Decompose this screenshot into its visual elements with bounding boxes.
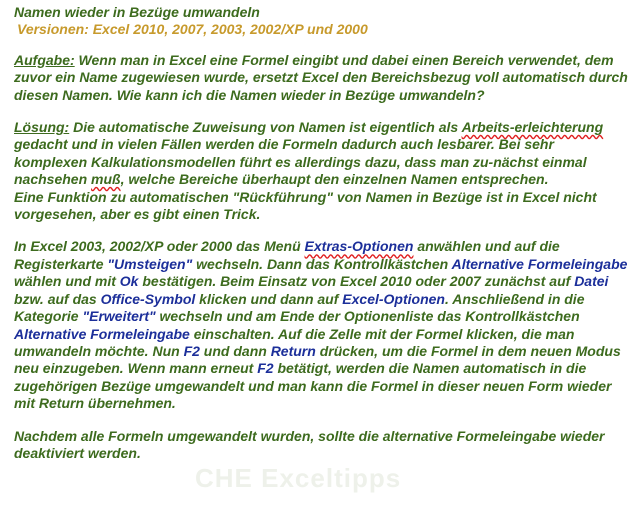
steps-text: und dann xyxy=(199,342,271,359)
loesung-text-1: Die automatische Zuweisung von Namen ist eigentlich als xyxy=(69,119,462,136)
steps-paragraph xyxy=(14,238,629,412)
watermark: CHE Exceltipps xyxy=(195,463,402,493)
steps-text: drücken, um die Formel in dem neuen Modus neu einzugeben. Wenn mann erneut xyxy=(14,342,621,377)
loesung-paragraph xyxy=(14,119,629,189)
loesung-line-2: Eine Funktion zu automatischen "Rückführung" von Namen in Bezüge ist in Excel nicht vorgesehen, aber es gibt einen Trick. xyxy=(14,188,597,223)
document xyxy=(14,4,629,462)
tab-umsteigen: "Umsteigen" xyxy=(107,255,193,272)
steps-text: einschalten. Auf die Zelle mit der Formel klicken, die man umwandeln möchte. Nun xyxy=(14,325,575,359)
steps-text: betätigt, werden die Namen automatisch in die zugehörigen Bezüge umgewandelt und man kann die Formel in dieser neuen Form wieder mit Return übernehmen. xyxy=(14,360,612,412)
versions-line: Versionen: Excel 2010, 2007, 2003, 2002/XP und 2000 xyxy=(17,21,368,38)
steps-text: anwählen und auf die Registerkarte xyxy=(14,238,560,272)
steps-text: klicken und dann auf xyxy=(195,290,343,307)
category-erweitert: "Erweitert" xyxy=(82,308,156,325)
closing-paragraph: Nachdem alle Formeln umgewandelt wurden, sollte die alternative Formeleingabe wieder deaktiviert werden. xyxy=(14,427,605,461)
steps-text: wechseln. Dann das Kontrollkästchen xyxy=(192,255,452,272)
aufgabe-text: Wenn man in Excel eine Formel eingibt und dabei einen Bereich verwendet, dem zuvor ein Name zugewiesen wurde, ersetzt Excel den Bereichsbezug voll automatisch durch diesen Namen. Wie kann ich die Namen wieder in Bezüge umwandeln? xyxy=(14,51,628,103)
spellcheck-word-arbeitserleichterung: Arbeits-erleichterung xyxy=(461,119,604,136)
spellcheck-word-muss: muß xyxy=(91,171,121,188)
steps-text: . Anschließend in die Kategorie xyxy=(14,290,585,325)
steps-text: bestätigen. Beim Einsatz von Excel 2010 oder 2007 zunächst auf xyxy=(138,273,575,290)
loesung-text-2: gedacht und in vielen Fällen werden die Formeln dadurch auch lesbarer. Bei sehr komplexen Kalkulationsmodellen führt es allerdings dazu, dass man zu-nächst einmal nachsehen xyxy=(14,136,587,188)
office-symbol-ref: Office-Symbol xyxy=(100,290,196,307)
excel-optionen-ref: Excel-Optionen xyxy=(342,290,445,307)
ok-button-ref: Ok xyxy=(119,273,139,290)
steps-text: bzw. auf das xyxy=(14,290,101,307)
key-f2-2: F2 xyxy=(257,360,274,377)
aufgabe-paragraph xyxy=(14,52,629,104)
spacer xyxy=(14,413,629,428)
datei-ref: Datei xyxy=(574,273,609,290)
key-return: Return xyxy=(270,342,316,359)
menu-extras-optionen: Extras-Optionen xyxy=(304,238,414,255)
aufgabe-label: Aufgabe: xyxy=(14,51,75,68)
loesung-text-3: , welche Bereiche überhaupt den einzelnen Namen entsprechen. xyxy=(120,171,549,188)
page-title: Namen wieder in Bezüge umwandeln xyxy=(14,4,260,20)
spacer xyxy=(14,104,629,119)
checkbox-alternative-formeleingabe: Alternative Formeleingabe xyxy=(451,255,628,272)
spacer xyxy=(14,223,629,238)
steps-text: wählen und mit xyxy=(14,273,120,290)
steps-text: wechseln und am Ende der Optionenliste das Kontrollkästchen xyxy=(155,308,580,325)
checkbox-alternative-formeleingabe-2: Alternative Formeleingabe xyxy=(14,325,190,342)
steps-text: In Excel 2003, 2002/XP oder 2000 das Menü xyxy=(14,238,305,255)
key-f2: F2 xyxy=(183,342,200,359)
loesung-label: Lösung: xyxy=(14,119,70,136)
